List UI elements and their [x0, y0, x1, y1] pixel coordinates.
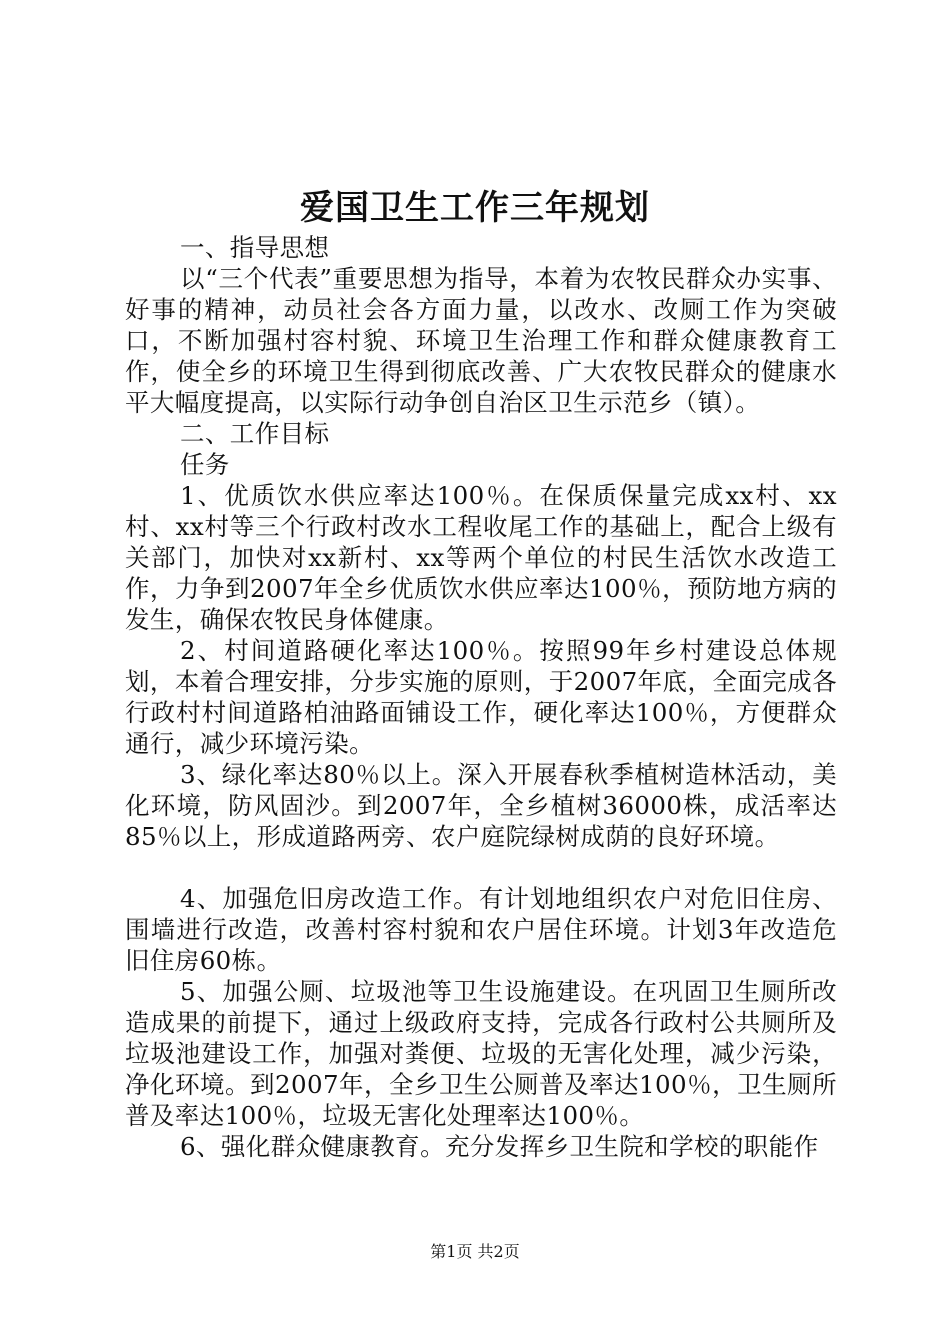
section-heading-guiding-thought: 一、指导思想: [180, 233, 330, 262]
document-body: [125, 232, 837, 1162]
paragraph-task-4: 4、加强危旧房改造工作。有计划地组织农户对危旧住房、围墙进行改造，改善村容村貌和农户居住环境。计划3年改造危旧住房60栋。: [125, 884, 837, 975]
subheading-tasks: 任务: [180, 450, 230, 479]
paragraph-task-3: 3、绿化率达80％以上。深入开展春秋季植树造林活动，美化环境，防风固沙。到2007年，全乡植树36000株，成活率达85％以上，形成道路两旁、农户庭院绿树成荫的良好环境。: [125, 760, 837, 851]
paragraph-spacer: [125, 852, 837, 883]
paragraph-guiding-thought: 以“三个代表”重要思想为指导，本着为农牧民群众办实事、好事的精神，动员社会各方面力量，以改水、改厕工作为突破口，不断加强村容村貌、环境卫生治理工作和群众健康教育工作，使全乡的环境卫生得到彻底改善、广大农牧民群众的健康水平大幅度提高，以实际行动争创自治区卫生示范乡（镇）。: [125, 264, 837, 417]
section-heading-work-goals: 二、工作目标: [180, 419, 330, 448]
paragraph-task-6: 6、强化群众健康教育。充分发挥乡卫生院和学校的职能作: [180, 1132, 819, 1161]
document-title: 爱国卫生工作三年规划: [300, 188, 650, 228]
paragraph-task-1: 1、优质饮水供应率达100％。在保质保量完成xx村、xx村、xx村等三个行政村改水工程收尾工作的基础上，配合上级有关部门，加快对xx新村、xx等两个单位的村民生活饮水改造工作，力争到2007年全乡优质饮水供应率达100％，预防地方病的发生，确保农牧民身体健康。: [125, 481, 837, 634]
paragraph-task-5: 5、加强公厕、垃圾池等卫生设施建设。在巩固卫生厕所改造成果的前提下，通过上级政府支持，完成各行政村公共厕所及垃圾池建设工作，加强对粪便、垃圾的无害化处理，减少污染，净化环境。到2007年，全乡卫生公厕普及率达100％，卫生厕所普及率达100％，垃圾无害化处理率达100％。: [125, 977, 837, 1130]
page-footer: 第1页 共2页: [430, 1242, 520, 1261]
paragraph-task-2: 2、村间道路硬化率达100％。按照99年乡村建设总体规划，本着合理安排，分步实施的原则，于2007年底，全面完成各行政村村间道路柏油路面铺设工作，硬化率达100％，方便群众通行，减少环境污染。: [125, 636, 837, 758]
